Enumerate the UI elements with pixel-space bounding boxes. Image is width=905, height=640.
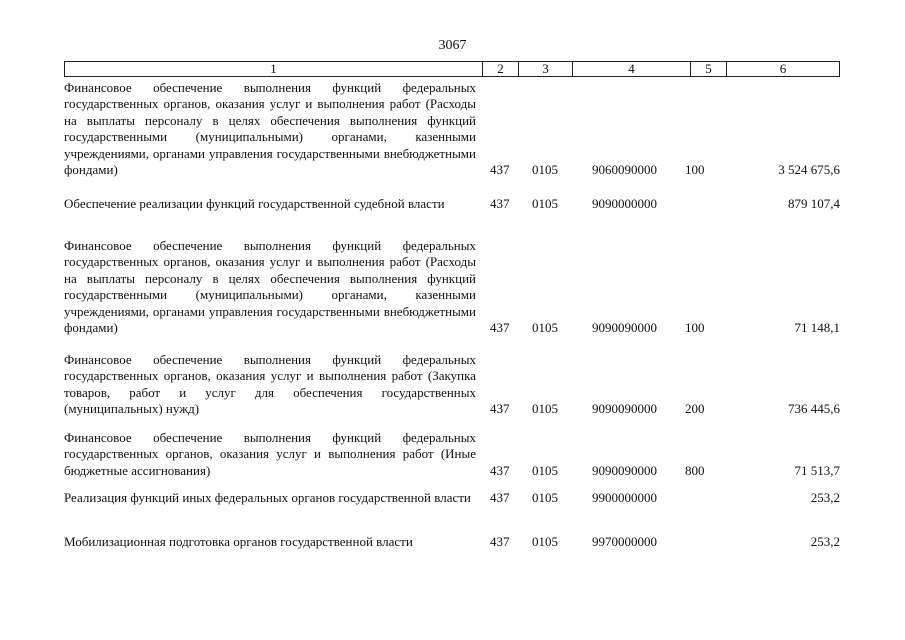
row-section: 0105	[532, 462, 558, 478]
row-target: 9090090000	[592, 320, 657, 336]
table-row	[64, 352, 840, 418]
row-name: Мобилизационная подготовка органов государственной власти	[64, 534, 413, 549]
row-name: Финансовое обеспечение выполнения функций федеральных государственных органов, оказания услуг и выполнения работ (Закупка товаров, работ и услуг для обеспечения государственных (муниципальных) нужд)	[64, 352, 476, 417]
row-type: 200	[685, 401, 705, 417]
row-type: 800	[685, 462, 705, 478]
row-section: 0105	[532, 196, 558, 211]
row-amount: 3 524 675,6	[778, 162, 840, 178]
row-target: 9090090000	[592, 401, 657, 417]
header-col-2: 2	[483, 62, 519, 76]
row-name: Реализация функций иных федеральных органов государственной власти	[64, 490, 471, 505]
row-ministry: 437	[490, 162, 510, 178]
table-row	[64, 490, 840, 506]
row-name: Обеспечение реализации функций государственной судебной власти	[64, 196, 445, 211]
table-row	[64, 196, 840, 212]
row-name: Финансовое обеспечение выполнения функций федеральных государственных органов, оказания услуг и выполнения работ (Расходы на выплаты персоналу в целях обеспечения выполнения функций государственными (муниципальными) органами, казенными учреждениями, органами управления государственными внебюджетными фондами)	[64, 80, 476, 178]
row-ministry: 437	[490, 401, 510, 417]
row-target: 9090090000	[592, 462, 657, 478]
row-ministry: 437	[490, 196, 510, 211]
row-amount: 71 148,1	[794, 320, 840, 336]
table-row	[64, 80, 840, 178]
row-amount: 879 107,4	[788, 196, 840, 211]
row-ministry: 437	[490, 534, 510, 549]
row-amount: 71 513,7	[794, 462, 840, 478]
row-ministry: 437	[490, 320, 510, 336]
row-target: 9060090000	[592, 162, 657, 178]
table-row	[64, 430, 840, 479]
row-ministry: 437	[490, 462, 510, 478]
header-col-1: 1	[65, 62, 483, 76]
header-col-6: 6	[779, 61, 787, 76]
row-section: 0105	[532, 162, 558, 178]
table-row	[64, 238, 840, 336]
row-amount: 253,2	[810, 490, 840, 505]
row-type: 100	[685, 320, 705, 336]
row-name: Финансовое обеспечение выполнения функций федеральных государственных органов, оказания услуг и выполнения работ (Расходы на выплаты персоналу в целях обеспечения выполнения функций государственными (муниципальными) органами, казенными учреждениями, органами управления государственными внебюджетными фондами)	[64, 238, 476, 336]
row-name: Финансовое обеспечение выполнения функций федеральных государственных органов, оказания услуг и выполнения работ (Иные бюджетные ассигнования)	[64, 430, 476, 478]
page-number: 3067	[438, 38, 467, 53]
row-target: 9090000000	[592, 196, 657, 211]
header-col-5: 5	[691, 62, 727, 76]
row-amount: 736 445,6	[788, 401, 840, 417]
row-section: 0105	[532, 320, 558, 336]
table-row	[64, 534, 840, 550]
row-section: 0105	[532, 490, 558, 505]
row-section: 0105	[532, 534, 558, 549]
header-col-3: 3	[519, 62, 573, 76]
table-header	[64, 61, 840, 77]
row-target: 9900000000	[592, 490, 657, 505]
row-target: 9970000000	[592, 534, 657, 549]
row-ministry: 437	[490, 490, 510, 505]
header-col-4: 4	[573, 62, 691, 76]
row-section: 0105	[532, 401, 558, 417]
row-type: 100	[685, 162, 705, 178]
row-amount: 253,2	[810, 534, 840, 549]
